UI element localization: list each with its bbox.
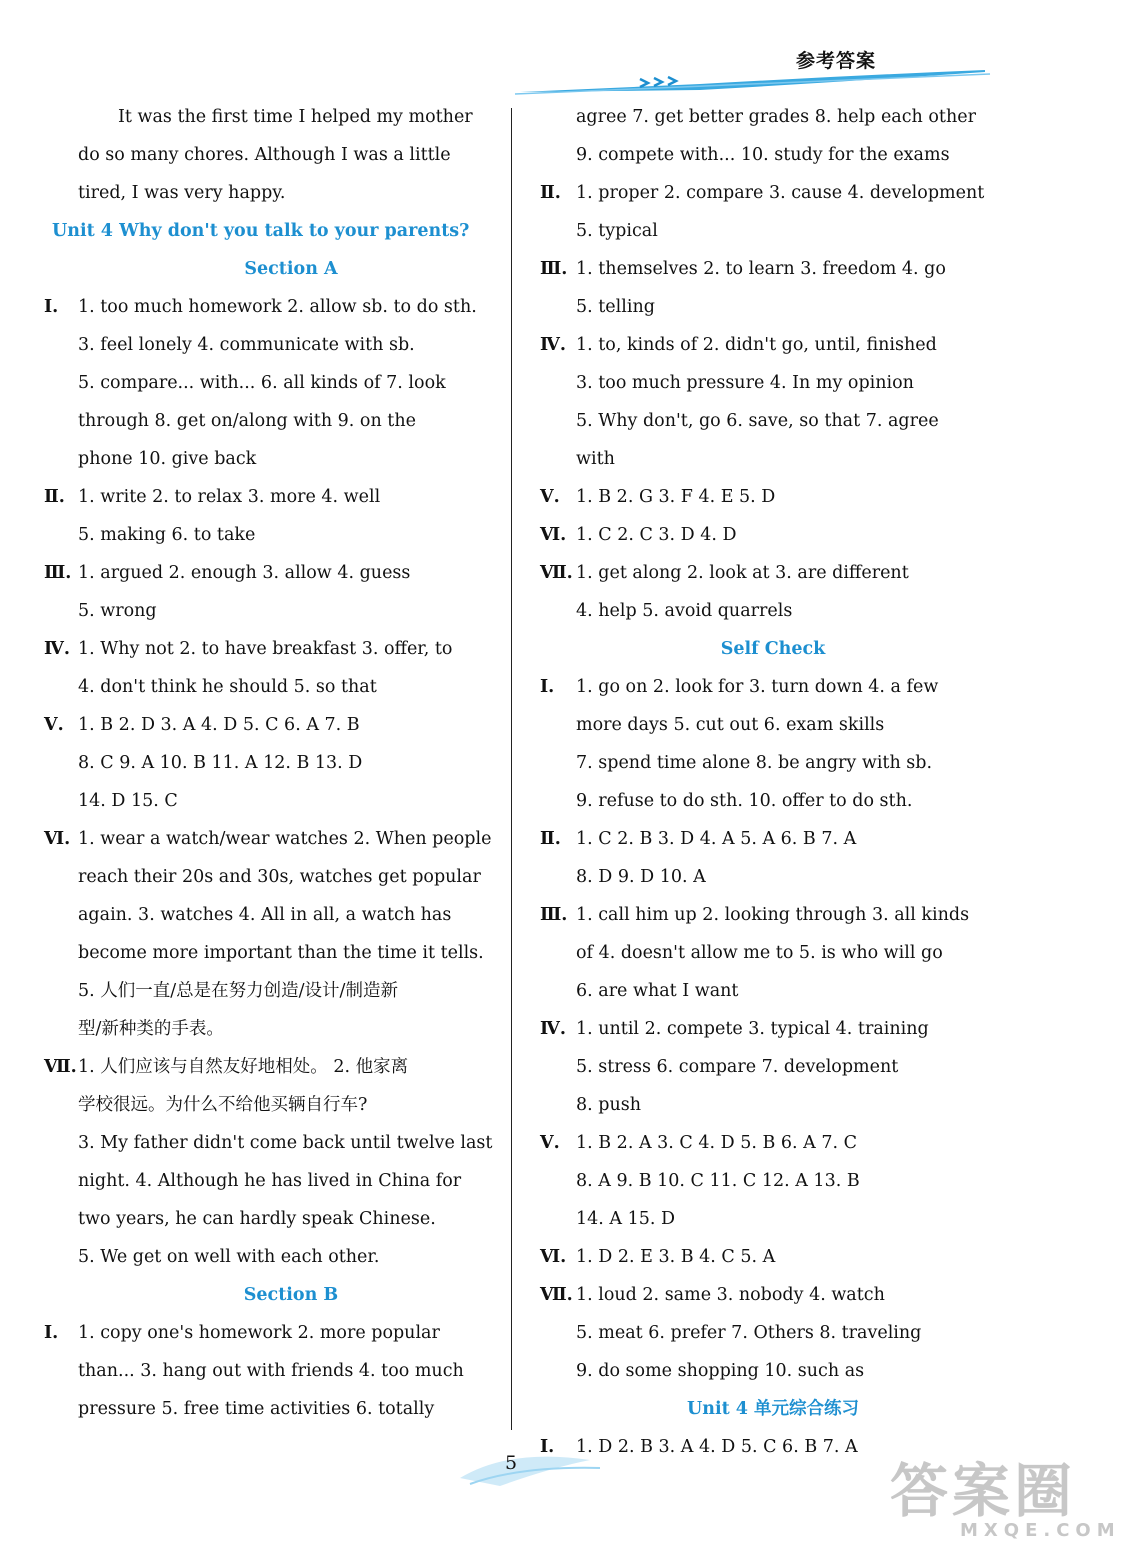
roman-numeral: Ⅳ. [540, 1019, 566, 1039]
roman-numeral: Ⅲ. [44, 563, 72, 583]
answer-line [540, 1314, 970, 1352]
section-heading [74, 250, 504, 288]
right-column [540, 98, 985, 1466]
watermark-text: 答案圈 [890, 1457, 1077, 1525]
answer-line [44, 1048, 504, 1086]
answer-text: 3. feel lonely 4. communicate with sb. [78, 335, 415, 355]
header-title: 参考答案 [796, 50, 877, 72]
roman-numeral: Ⅳ. [44, 639, 70, 659]
answer-text: reach their 20s and 30s, watches get popular [78, 867, 481, 887]
answer-text: 14. A 15. D [576, 1209, 676, 1229]
answer-text: 1. D 2. B 3. A 4. D 5. C 6. B 7. A [576, 1437, 858, 1457]
answer-line [74, 1124, 504, 1162]
watermark-logo [890, 1457, 1121, 1541]
answer-text: 型/新种类的手表。 [78, 1019, 224, 1039]
answer-line [540, 440, 970, 478]
answer-line [74, 1010, 504, 1048]
answer-line [540, 98, 976, 136]
page-number: 5 [505, 1452, 518, 1474]
answer-text: Unit 4 单元综合练习 [686, 1399, 860, 1419]
answer-text: 1. C 2. C 3. D 4. D [576, 525, 737, 545]
answer-line [540, 820, 970, 858]
answer-text: two years, he can hardly speak Chinese. [78, 1209, 436, 1229]
answer-line [540, 1352, 970, 1390]
roman-numeral: Ⅴ. [44, 715, 64, 735]
answer-text: 5. 人们一直/总是在努力创造/设计/制造新 [78, 981, 398, 1001]
answer-line [74, 972, 504, 1010]
answer-line [74, 1086, 504, 1124]
answer-line [74, 326, 504, 364]
answer-text: phone 10. give back [78, 449, 257, 469]
answer-text: 5. telling [576, 297, 655, 317]
answer-text: 1. proper 2. compare 3. cause 4. development [576, 183, 985, 203]
answer-line [540, 402, 970, 440]
answer-text: Section B [243, 1285, 339, 1305]
answer-line [540, 516, 970, 554]
answer-line [74, 98, 504, 136]
chevron-icon [668, 77, 676, 85]
answer-line [44, 478, 504, 516]
answer-text: 1. too much homework 2. allow sb. to do sth. [78, 297, 477, 317]
answer-line [74, 668, 504, 706]
answer-text: 5. Why don't, go 6. save, so that 7. agree [576, 411, 939, 431]
answer-line [540, 934, 970, 972]
answer-line [540, 858, 970, 896]
answer-line [74, 402, 504, 440]
answer-text: 5. We get on well with each other. [78, 1247, 380, 1267]
answer-text: 1. B 2. D 3. A 4. D 5. C 6. A 7. B [78, 715, 360, 735]
roman-numeral: Ⅲ. [540, 905, 568, 925]
answer-line [540, 592, 970, 630]
roman-numeral: Ⅱ. [540, 829, 561, 849]
roman-numeral: Ⅵ. [540, 1247, 567, 1267]
answer-text: 1. write 2. to relax 3. more 4. well [78, 487, 381, 507]
answer-text: 1. themselves 2. to learn 3. freedom 4. go [576, 259, 946, 279]
answer-text: 7. spend time alone 8. be angry with sb. [576, 753, 933, 773]
answer-text: 1. argued 2. enough 3. allow 4. guess [78, 563, 411, 583]
answer-text: 14. D 15. C [78, 791, 178, 811]
answer-text: 学校很远。为什么不给他买辆自行车? [78, 1095, 368, 1115]
answer-text: 5. stress 6. compare 7. development [576, 1057, 899, 1077]
answer-line [74, 592, 504, 630]
answer-line [540, 1048, 970, 1086]
answer-line [540, 1086, 970, 1124]
answer-text: 1. get along 2. look at 3. are different [576, 563, 909, 583]
answer-text: pressure 5. free time activities 6. totally [78, 1399, 435, 1419]
answer-text: 4. don't think he should 5. so that [78, 677, 377, 697]
answer-text: 1. B 2. G 3. F 4. E 5. D [576, 487, 776, 507]
answer-text: through 8. get on/along with 9. on the [78, 411, 416, 431]
roman-numeral: Ⅴ. [540, 487, 560, 507]
answer-text: 1. call him up 2. looking through 3. all kinds [576, 905, 970, 925]
answer-text: become more important than the time it tells. [78, 943, 484, 963]
answer-line [74, 1238, 504, 1276]
answer-line [74, 174, 504, 212]
roman-numeral: Ⅶ. [540, 1285, 573, 1305]
answer-text: of 4. doesn't allow me to 5. is who will go [576, 943, 943, 963]
answer-text: more days 5. cut out 6. exam skills [576, 715, 885, 735]
answer-text: 4. help 5. avoid quarrels [576, 601, 793, 621]
answer-line [540, 972, 970, 1010]
answer-line [74, 440, 504, 478]
answer-line [540, 1276, 970, 1314]
answer-line [540, 1238, 970, 1276]
answer-line [540, 744, 970, 782]
answer-line [540, 174, 985, 212]
roman-numeral: Ⅱ. [540, 183, 561, 203]
column-divider [511, 108, 512, 1430]
answer-text: 5. making 6. to take [78, 525, 256, 545]
answer-text: Self Check [720, 639, 826, 659]
answer-text: do so many chores. Although I was a little [78, 145, 451, 165]
roman-numeral: Ⅰ. [540, 1437, 555, 1457]
answer-line [74, 782, 504, 820]
answer-text: 8. C 9. A 10. B 11. A 12. B 13. D [78, 753, 363, 773]
section-heading [74, 1276, 504, 1314]
page-number-decoration [440, 1438, 620, 1498]
answer-text: 8. A 9. B 10. C 11. C 12. A 13. B [576, 1171, 860, 1191]
roman-numeral: Ⅶ. [540, 563, 573, 583]
answer-line [74, 1390, 504, 1428]
section-heading [48, 212, 504, 250]
answer-line [540, 668, 970, 706]
answer-line [540, 896, 970, 934]
header-decoration [0, 0, 1070, 110]
answer-line [540, 136, 970, 174]
answer-text: than... 3. hang out with friends 4. too much [78, 1361, 464, 1381]
answer-text: 3. My father didn't come back until twelve last [78, 1133, 493, 1153]
roman-numeral: Ⅰ. [44, 297, 59, 317]
roman-numeral: Ⅵ. [540, 525, 567, 545]
answer-line [74, 364, 504, 402]
answer-text: 5. compare... with... 6. all kinds of 7. look [78, 373, 446, 393]
answer-line [540, 478, 970, 516]
answer-line [74, 1162, 504, 1200]
answer-text: 8. D 9. D 10. A [576, 867, 706, 887]
answer-text: night. 4. Although he has lived in China for [78, 1171, 462, 1191]
chevron-icon [654, 78, 662, 86]
answer-text: 3. too much pressure 4. In my opinion [576, 373, 914, 393]
answer-text: agree 7. get better grades 8. help each other [576, 107, 976, 127]
answer-text: 1. loud 2. same 3. nobody 4. watch [576, 1285, 885, 1305]
answer-line [540, 782, 970, 820]
answer-text: 1. B 2. A 3. C 4. D 5. B 6. A 7. C [576, 1133, 857, 1153]
answer-text: 5. meat 6. prefer 7. Others 8. traveling [576, 1323, 922, 1343]
answer-text: 9. compete with... 10. study for the exams [576, 145, 950, 165]
answer-line [74, 858, 504, 896]
answer-text: 1. to, kinds of 2. didn't go, until, finished [576, 335, 937, 355]
answer-line [74, 1352, 504, 1390]
answer-line [74, 934, 504, 972]
answer-text: 1. Why not 2. to have breakfast 3. offer, to [78, 639, 453, 659]
answer-text: 1. 人们应该与自然友好地相处。 2. 他家离 [78, 1057, 409, 1077]
answer-line [540, 706, 970, 744]
answer-text: again. 3. watches 4. All in all, a watch has [78, 905, 452, 925]
answer-line [44, 288, 504, 326]
answer-line [540, 364, 970, 402]
roman-numeral: Ⅱ. [44, 487, 65, 507]
answer-line [44, 706, 504, 744]
answer-line [540, 1010, 970, 1048]
answer-line [44, 554, 504, 592]
answer-text: Unit 4 Why don't you talk to your parents? [52, 221, 470, 241]
answer-text: 1. copy one's homework 2. more popular [78, 1323, 440, 1343]
watermark-url: MXQE.COM [960, 1520, 1121, 1541]
answer-text: It was the first time I helped my mother [118, 107, 473, 127]
roman-numeral: Ⅰ. [44, 1323, 59, 1343]
answer-text: 1. until 2. compete 3. typical 4. training [576, 1019, 929, 1039]
answer-text: 8. push [576, 1095, 641, 1115]
roman-numeral: Ⅰ. [540, 677, 555, 697]
answer-text: 9. refuse to do sth. 10. offer to do sth. [576, 791, 913, 811]
answer-line [540, 1200, 970, 1238]
answer-line [74, 136, 504, 174]
answer-line [540, 1162, 970, 1200]
answer-line [540, 212, 970, 250]
roman-numeral: Ⅴ. [540, 1133, 560, 1153]
answer-text: tired, I was very happy. [78, 183, 286, 203]
answer-text: Section A [244, 259, 338, 279]
section-heading [540, 630, 970, 668]
answer-text: 1. go on 2. look for 3. turn down 4. a few [576, 677, 939, 697]
answer-line [44, 630, 504, 668]
answer-text: 5. typical [576, 221, 658, 241]
answer-line [74, 896, 504, 934]
answer-line [74, 516, 504, 554]
section-heading [540, 1390, 970, 1428]
answer-text: 5. wrong [78, 601, 157, 621]
answer-text: 9. do some shopping 10. such as [576, 1361, 865, 1381]
answer-line [540, 1124, 970, 1162]
answer-text: 6. are what I want [576, 981, 739, 1001]
left-column [44, 98, 504, 1428]
roman-numeral: Ⅲ. [540, 259, 568, 279]
roman-numeral: Ⅵ. [44, 829, 71, 849]
answer-line [44, 1314, 504, 1352]
answer-text: with [576, 449, 615, 469]
roman-numeral: Ⅳ. [540, 335, 566, 355]
chevron-icon [640, 79, 648, 87]
answer-line [44, 820, 504, 858]
answer-text: 1. wear a watch/wear watches 2. When people [78, 829, 492, 849]
answer-text: 1. D 2. E 3. B 4. C 5. A [576, 1247, 776, 1267]
answer-line [540, 250, 970, 288]
answer-line [74, 1200, 504, 1238]
answer-line [74, 744, 504, 782]
answer-line [540, 326, 970, 364]
answer-text: 1. C 2. B 3. D 4. A 5. A 6. B 7. A [576, 829, 857, 849]
answer-line [540, 288, 970, 326]
answer-line [540, 554, 970, 592]
roman-numeral: Ⅶ. [44, 1057, 77, 1077]
